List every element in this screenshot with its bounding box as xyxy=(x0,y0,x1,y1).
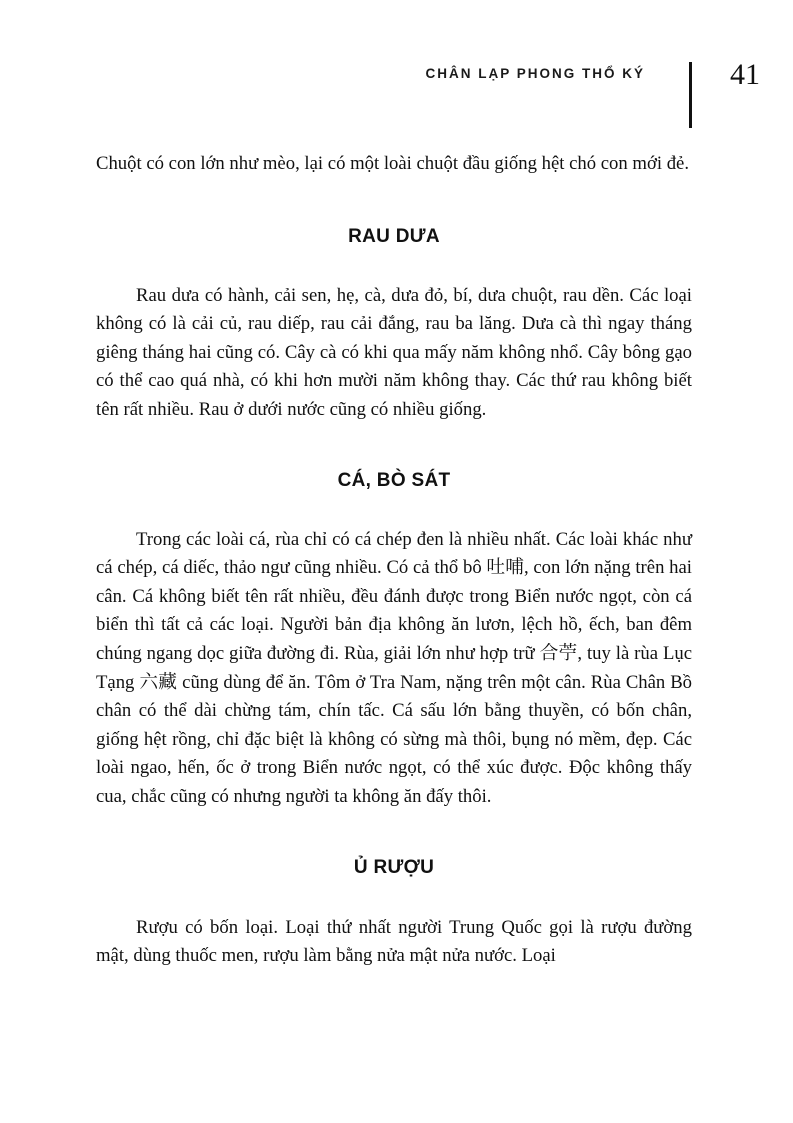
section-paragraph-u-ruou: Rượu có bốn loại. Loại thứ nhất người Trung Quốc gọi là rượu đường mật, dùng thuốc men, rượu làm bằng nửa mật nửa nước. Loại xyxy=(96,916,692,967)
intro-paragraph: Chuột có con lớn như mèo, lại có một loài chuột đầu giống hệt chó con mới đẻ. xyxy=(96,153,689,174)
section-paragraph-rau-dua: Rau dưa có hành, cải sen, hẹ, cà, dưa đỏ, bí, dưa chuột, rau dền. Các loại không có là cải củ, rau diếp, rau cải đắng, rau ba lăng. Dưa cà thì ngay tháng giêng tháng hai cũng có. Cây cà có khi qua mấy năm không nhổ. Cây bông gạo có thể cao quá nhà, có khi hơn mười năm không thay. Các thứ rau không biết tên rất nhiều. Rau ở dưới nước cũng có nhiều giống. xyxy=(96,284,692,420)
page-body xyxy=(96,150,692,971)
running-header-title: CHÂN LẠP PHONG THỔ KÝ xyxy=(425,66,645,81)
section-paragraph-ca-bo-sat: Trong các loài cá, rùa chỉ có cá chép đen là nhiều nhất. Các loài khác như cá chép, cá diếc, thảo ngư cũng nhiều. Có cả thổ bô 吐哺, con lớn nặng trên hai cân. Cá không biết tên rất nhiều, đều đánh được trong Biển nước ngọt, còn cá biển thì tất cả các loại. Người bản địa không ăn lươn, lệch hồ, ếch, ban đêm chúng ngang dọc giữa đường đi. Rùa, giải lớn như hợp trữ 合苧, tuy là rùa Lục Tạng 六藏 cũng dùng để ăn. Tôm ở Tra Nam, nặng trên một cân. Rùa Chân Bồ chân có thể dài chừng tám, chín tấc. Cá sấu lớn bằng thuyền, có bốn chân, giống hệt rồng, chỉ đặc biệt là không có sừng mà thôi, bụng nó mềm, đẹp. Các loài ngao, hến, ốc ở trong Biển nước ngọt, có thể xúc được. Độc không thấy cua, chắc cũng có nhưng người ta không ăn đấy thôi. xyxy=(96,528,692,807)
section-heading-rau-dua: RAU DƯA xyxy=(348,225,440,247)
section-heading-u-ruou: Ủ RƯỢU xyxy=(353,856,435,878)
page-number: 41 xyxy=(730,58,760,91)
section-heading-ca-bo-sat: CÁ, BÒ SÁT xyxy=(337,469,451,491)
header-divider xyxy=(689,62,692,128)
